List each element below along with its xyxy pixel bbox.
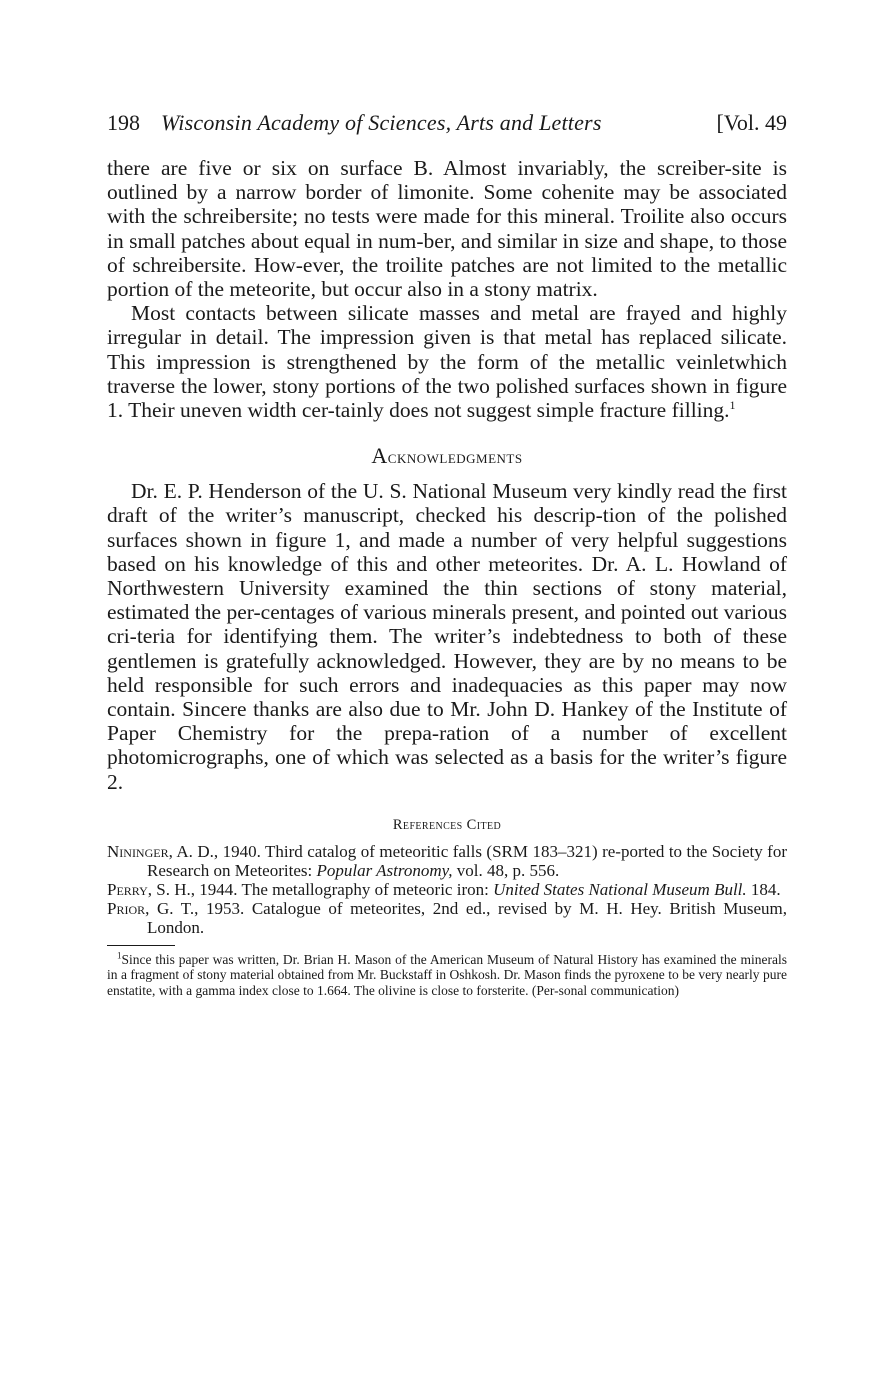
acknowledgments-paragraph: Dr. E. P. Henderson of the U. S. National Museum very kindly read the first draft of the writer’s manuscript, checked his descrip-tion of the polished surfaces shown in figure 1, and made a number of very helpful suggestions based on his knowledge of this and other meteorites. Dr. A. L. Howland of Northwestern University examined the thin sections of stony material, estimated the per-centages of various minerals present, and pointed out various cri-teria for identifying them. The writer’s indebtedness to both of these gentlemen is gratefully acknowledged. However, they are by no means to be held responsible for such errors and inadequacies as this paper may now contain. Sincere thanks are also due to Mr. John D. Hankey of the Institute of Paper Chemistry for the prepa-ration of a number of excellent photomicrographs, one of which was selected as a basis for the writer’s figure 2. [107,479,787,794]
footnote-marker: 1 [117,950,122,961]
footnote-reference: 1 [729,397,736,412]
reference-author: Perry, S. H. [107,879,191,899]
references-list [107,842,787,937]
reference-journal: Popular Astronomy, [316,860,453,880]
footnote [107,952,787,999]
reference-text: , 1953. Catalogue of meteorites, 2nd ed., revised by M. H. Hey. British Museum, London. [147,898,788,937]
body-paragraph-2 [107,301,787,422]
reference-author: Prior, G. T. [107,898,195,918]
page [107,108,787,998]
reference-item [107,842,787,880]
reference-text-end: 184. [746,879,781,899]
volume-label: [Vol. 49 [716,110,787,135]
journal-title: Wisconsin Academy of Sciences, Arts and Letters [161,110,602,135]
references-heading: References Cited [392,816,502,833]
reference-text: , 1944. The metallography of meteoric iron: [190,879,494,899]
page-number: 198 [107,110,140,135]
acknowledgments-heading [107,444,787,469]
reference-text-end: vol. 48, p. 556. [452,860,560,880]
acknowledgments-heading-rest: cknowledgments [387,447,523,468]
acknowledgments-heading-lead: A [371,443,388,469]
footnote-rule [107,945,175,946]
reference-author: Nininger, A. D. [107,841,214,861]
reference-item [107,880,787,899]
footnote-text: Since this paper was written, Dr. Brian H. Mason of the American Museum of Natural History has examined the minerals in a fragment of stony material obtained from Mr. Buckstaff in Oshkosh. Dr. Mason finds the pyroxene to be very nearly pure enstatite, with a gamma index close to 1.664. The olivine is close to forsterite. (Per-sonal communication) [107,951,787,998]
reference-text: , 1940. Third catalog of meteoritic falls (SRM 183–321) re-ported to the Society for Research on Meteorites: [147,841,787,880]
body-paragraph-2-text: Most contacts between silicate masses and metal are frayed and highly irregular in detail. The impression given is that metal has replaced silicate. This impression is strengthened by the form of the metallic veinletwhich traverse the lower, stony portions of the two polished surfaces shown in figure 1. Their uneven width cer-tainly does not suggest simple fracture filling. [107,301,787,423]
reference-item [107,899,787,937]
running-head [107,108,787,138]
reference-journal: United States National Museum Bull. [493,879,747,899]
body-paragraph-1: there are five or six on surface B. Almost invariably, the screiber-site is outlined by a narrow border of limonite. Some cohenite may be associated with the schreibersite; no tests were made for this mineral. Troilite also occurs in small patches about equal in num-ber, and similar in size and shape, to those of schreibersite. How-ever, the troilite patches are not limited to the metallic portion of the meteorite, but occur also in a stony matrix. [107,156,787,302]
